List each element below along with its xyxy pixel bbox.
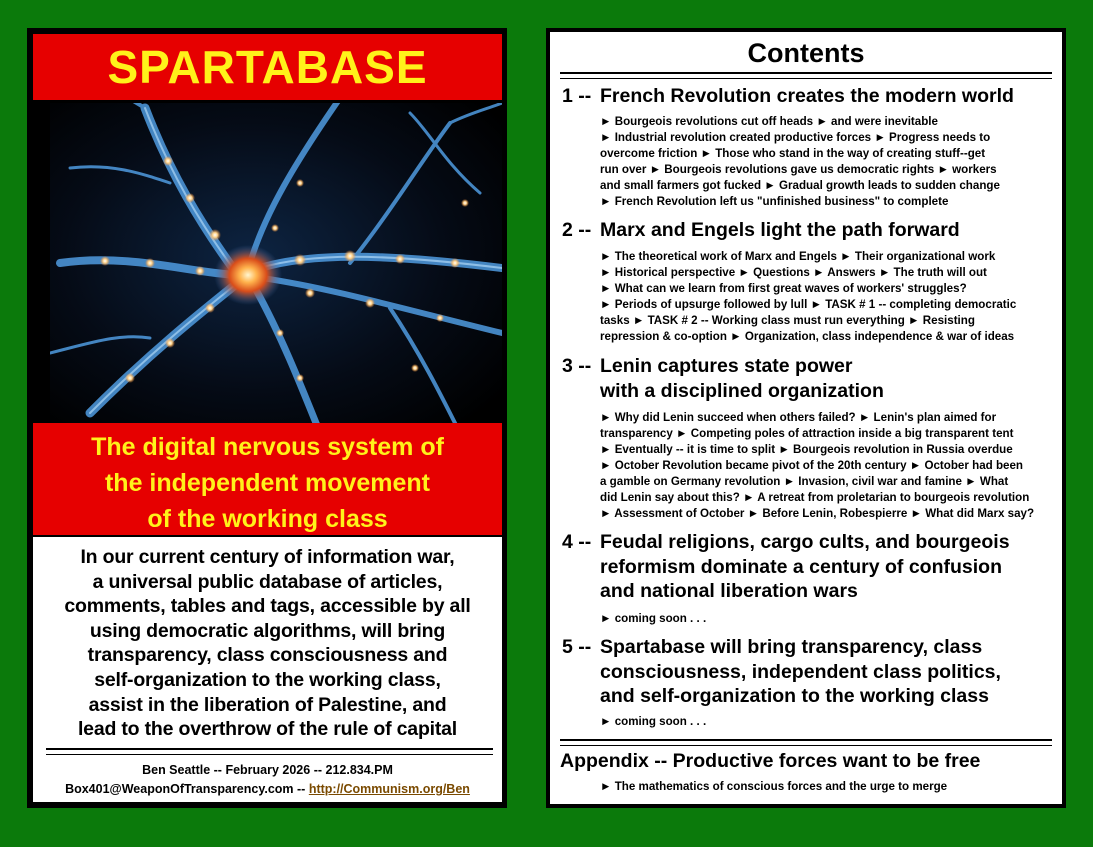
- subtitle-line: of the working class: [147, 505, 388, 533]
- neuron-image: [50, 103, 502, 423]
- divider: [560, 739, 1052, 746]
- section-title-cont: with a disciplined organization: [600, 379, 884, 402]
- cover-title: SPARTABASE: [33, 34, 502, 100]
- topic-line: overcome friction ► Those who stand in the way of creating stuff--get: [600, 147, 986, 160]
- section-number: 3 --: [562, 355, 592, 377]
- contact-line: [33, 780, 502, 799]
- blurb-line: a universal public database of articles,: [92, 570, 443, 593]
- contents-panel: [546, 28, 1066, 808]
- topic-line: ► What can we learn from first great waves of workers' struggles?: [600, 282, 967, 295]
- section-number: 4 --: [562, 531, 592, 553]
- topic-line: ► October Revolution became pivot of the 20th century ► October had been: [600, 459, 1024, 472]
- section-5-heading: [562, 635, 1001, 709]
- topic-line: ► Bourgeois revolutions cut off heads ► and were inevitable: [600, 115, 938, 128]
- section-title: Lenin captures state power: [600, 355, 853, 377]
- mission-statement: [33, 537, 502, 742]
- section-3-heading: [562, 354, 884, 403]
- contents-title: Contents: [747, 38, 865, 68]
- section-4-topics: [600, 611, 706, 627]
- blurb-line: using democratic algorithms, will bring: [89, 619, 446, 642]
- section-title: French Revolution creates the modern world: [600, 85, 1014, 107]
- section-number: 5 --: [562, 636, 592, 658]
- byline: [33, 761, 502, 799]
- blurb-line: assist in the liberation of Palestine, and: [88, 693, 447, 716]
- section-number: 1 --: [562, 85, 592, 107]
- blurb-line: lead to the overthrow of the rule of capital: [77, 718, 458, 741]
- appendix-topics: [600, 779, 947, 795]
- topic-line: ► coming soon . . .: [600, 715, 707, 728]
- section-title-cont: and national liberation wars: [600, 580, 858, 602]
- separator: --: [293, 782, 309, 796]
- topic-line: ► Periods of upsurge followed by lull ► TASK # 1 -- completing democratic: [600, 298, 1017, 311]
- section-3-topics: [600, 410, 1034, 522]
- topic-line: ► coming soon . . .: [600, 612, 707, 625]
- section-number: 2 --: [562, 219, 592, 241]
- email-address: Box401@WeaponOfTransparency.com: [65, 782, 294, 796]
- topic-line: repression & co-option ► Organization, class independence & war of ideas: [600, 330, 1015, 343]
- section-title-cont: consciousness, independent class politics,: [600, 660, 1001, 683]
- subtitle-line: the independent movement: [104, 469, 431, 497]
- section-5-topics: [600, 714, 706, 730]
- topic-line: tasks ► TASK # 2 -- Working class must run everything ► Resisting: [600, 314, 975, 327]
- section-1-heading: [562, 84, 1014, 109]
- section-title-cont: reformism dominate a century of confusion: [600, 555, 1002, 578]
- website-link[interactable]: http://Communism.org/Ben: [308, 782, 470, 796]
- topic-line: ► Assessment of October ► Before Lenin, Robespierre ► What did Marx say?: [600, 507, 1035, 520]
- blurb-line: transparency, class consciousness and: [87, 644, 448, 667]
- topic-line: and small farmers got fucked ► Gradual growth leads to sudden change: [600, 179, 1000, 192]
- topic-line: ► Eventually -- it is time to split ► Bourgeois revolution in Russia overdue: [600, 443, 1013, 456]
- topic-line: ► The theoretical work of Marx and Engels ► Their organizational work: [600, 250, 996, 263]
- divider: [46, 748, 493, 755]
- cover-description: [33, 537, 502, 802]
- section-2-topics: [600, 249, 1016, 345]
- topic-line: transparency ► Competing poles of attraction inside a big transparent tent: [600, 427, 1014, 440]
- topic-line: ► The mathematics of conscious forces and the urge to merge: [600, 780, 948, 793]
- blurb-line: self-organization to the working class,: [94, 668, 441, 691]
- topic-line: ► Historical perspective ► Questions ► Answers ► The truth will out: [600, 266, 987, 279]
- topic-line: a gamble on Germany revolution ► Invasion, civil war and famine ► What: [600, 475, 1009, 488]
- divider: [560, 72, 1052, 79]
- section-title-cont: and self-organization to the working class: [600, 685, 989, 707]
- section-title: Marx and Engels light the path forward: [600, 219, 960, 241]
- section-title: Spartabase will bring transparency, class: [600, 636, 983, 658]
- cover-panel: [27, 28, 507, 808]
- neuron-illustration: [50, 103, 502, 423]
- section-1-topics: [600, 114, 1000, 210]
- author-date: Ben Seattle -- February 2026 -- 212.834.PM: [142, 763, 393, 777]
- section-2-heading: [562, 218, 960, 243]
- blurb-line: comments, tables and tags, accessible by all: [64, 595, 471, 618]
- cover-subtitle: [33, 423, 502, 535]
- topic-line: ► Why did Lenin succeed when others failed? ► Lenin's plan aimed for: [600, 411, 997, 424]
- subtitle-line: The digital nervous system of: [91, 433, 444, 461]
- section-4-heading: [562, 530, 1010, 604]
- blurb-line: In our current century of information war,: [80, 546, 455, 568]
- topic-line: ► French Revolution left us "unfinished business" to complete: [600, 195, 949, 208]
- topic-line: run over ► Bourgeois revolutions gave us democratic rights ► workers: [600, 163, 997, 176]
- topic-line: did Lenin say about this? ► A retreat from proletarian to bourgeois revolution: [600, 491, 1030, 504]
- appendix-heading: Appendix -- Productive forces want to be free: [560, 750, 981, 772]
- topic-line: ► Industrial revolution created productive forces ► Progress needs to: [600, 131, 991, 144]
- section-title: Feudal religions, cargo cults, and bourgeois: [600, 531, 1010, 553]
- contents-page: [550, 32, 1062, 804]
